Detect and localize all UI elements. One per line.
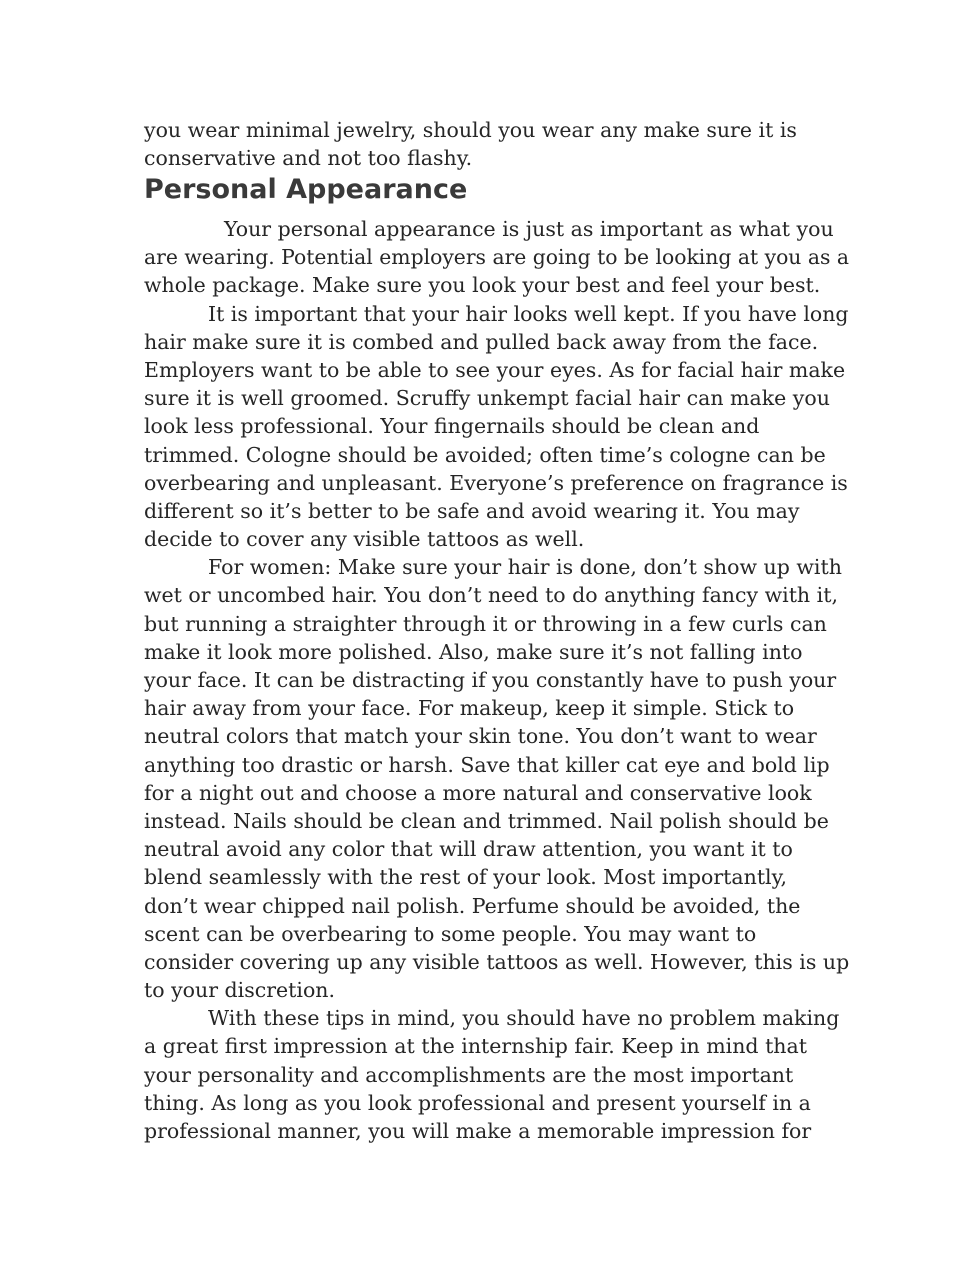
text-line: hair away from your face. For makeup, keep it simple. Stick to	[144, 696, 795, 721]
text-line: Your personal appearance is just as important as what you	[224, 217, 834, 241]
text-line: different so it’s better to be safe and avoid wearing it. You may	[144, 498, 800, 523]
text-line: look less professional. Your fingernails should be clean and	[144, 414, 760, 439]
text-line: are wearing. Potential employers are going to be looking at you as a	[144, 245, 849, 270]
text-line: Employers want to be able to see your eyes. As for facial hair make	[144, 357, 846, 382]
text-line: It is important that your hair looks well kept. If you have long	[208, 301, 849, 326]
text-line: to your discretion.	[144, 978, 336, 1003]
text-line: conservative and not too flashy.	[144, 146, 473, 171]
text-line: a great first impression at the internship fair. Keep in mind that	[144, 1034, 807, 1059]
text-line: don’t wear chipped nail polish. Perfume should be avoided, the	[144, 893, 801, 918]
text-line: instead. Nails should be clean and trimmed. Nail polish should be	[144, 808, 829, 833]
text-line: blend seamlessly with the rest of your look. Most importantly,	[144, 865, 787, 890]
text-line: make it look more polished. Also, make sure it’s not falling into	[144, 639, 803, 664]
text-line: for a night out and choose a more natural and conservative look	[144, 780, 812, 805]
section-heading: Personal Appearance	[144, 174, 468, 205]
text-line: wet or uncombed hair. You don’t need to do anything fancy with it,	[144, 583, 838, 608]
text-line: but running a straighter through it or throwing in a few curls can	[144, 611, 827, 636]
text-line: thing. As long as you look professional and present yourself in a	[144, 1090, 811, 1115]
text-line: whole package. Make sure you look your best and feel your best.	[144, 273, 821, 298]
body-text	[144, 215, 850, 1145]
text-line: professional manner, you will make a memorable impression for	[144, 1119, 812, 1143]
text-line: sure it is well groomed. Scruffy unkempt facial hair can make you	[144, 386, 830, 411]
text-line: neutral avoid any color that will draw attention, you want it to	[144, 837, 793, 862]
text-line: scent can be overbearing to some people. You may want to	[144, 921, 757, 946]
text-line: With these tips in mind, you should have no problem making	[208, 1006, 840, 1031]
text-line: your personality and accomplishments are the most important	[144, 1062, 794, 1087]
text-line: trimmed. Cologne should be avoided; often time’s cologne can be	[144, 442, 826, 467]
text-line: overbearing and unpleasant. Everyone’s preference on fragrance is	[144, 470, 848, 495]
text-line: anything too drastic or harsh. Save that killer cat eye and bold lip	[144, 752, 830, 777]
text-line: consider covering up any visible tattoos as well. However, this is up	[144, 949, 850, 974]
text-line: decide to cover any visible tattoos as well.	[144, 527, 585, 552]
text-line: hair make sure it is combed and pulled back away from the face.	[144, 329, 819, 354]
text-line: neutral colors that match your skin tone. You don’t want to wear	[144, 724, 817, 749]
text-line: you wear minimal jewelry, should you wear any make sure it is	[144, 118, 797, 142]
intro-paragraph	[144, 116, 844, 172]
text-line: For women: Make sure your hair is done, don’t show up with	[208, 555, 842, 580]
text-line: your face. It can be distracting if you constantly have to push your	[144, 668, 837, 692]
